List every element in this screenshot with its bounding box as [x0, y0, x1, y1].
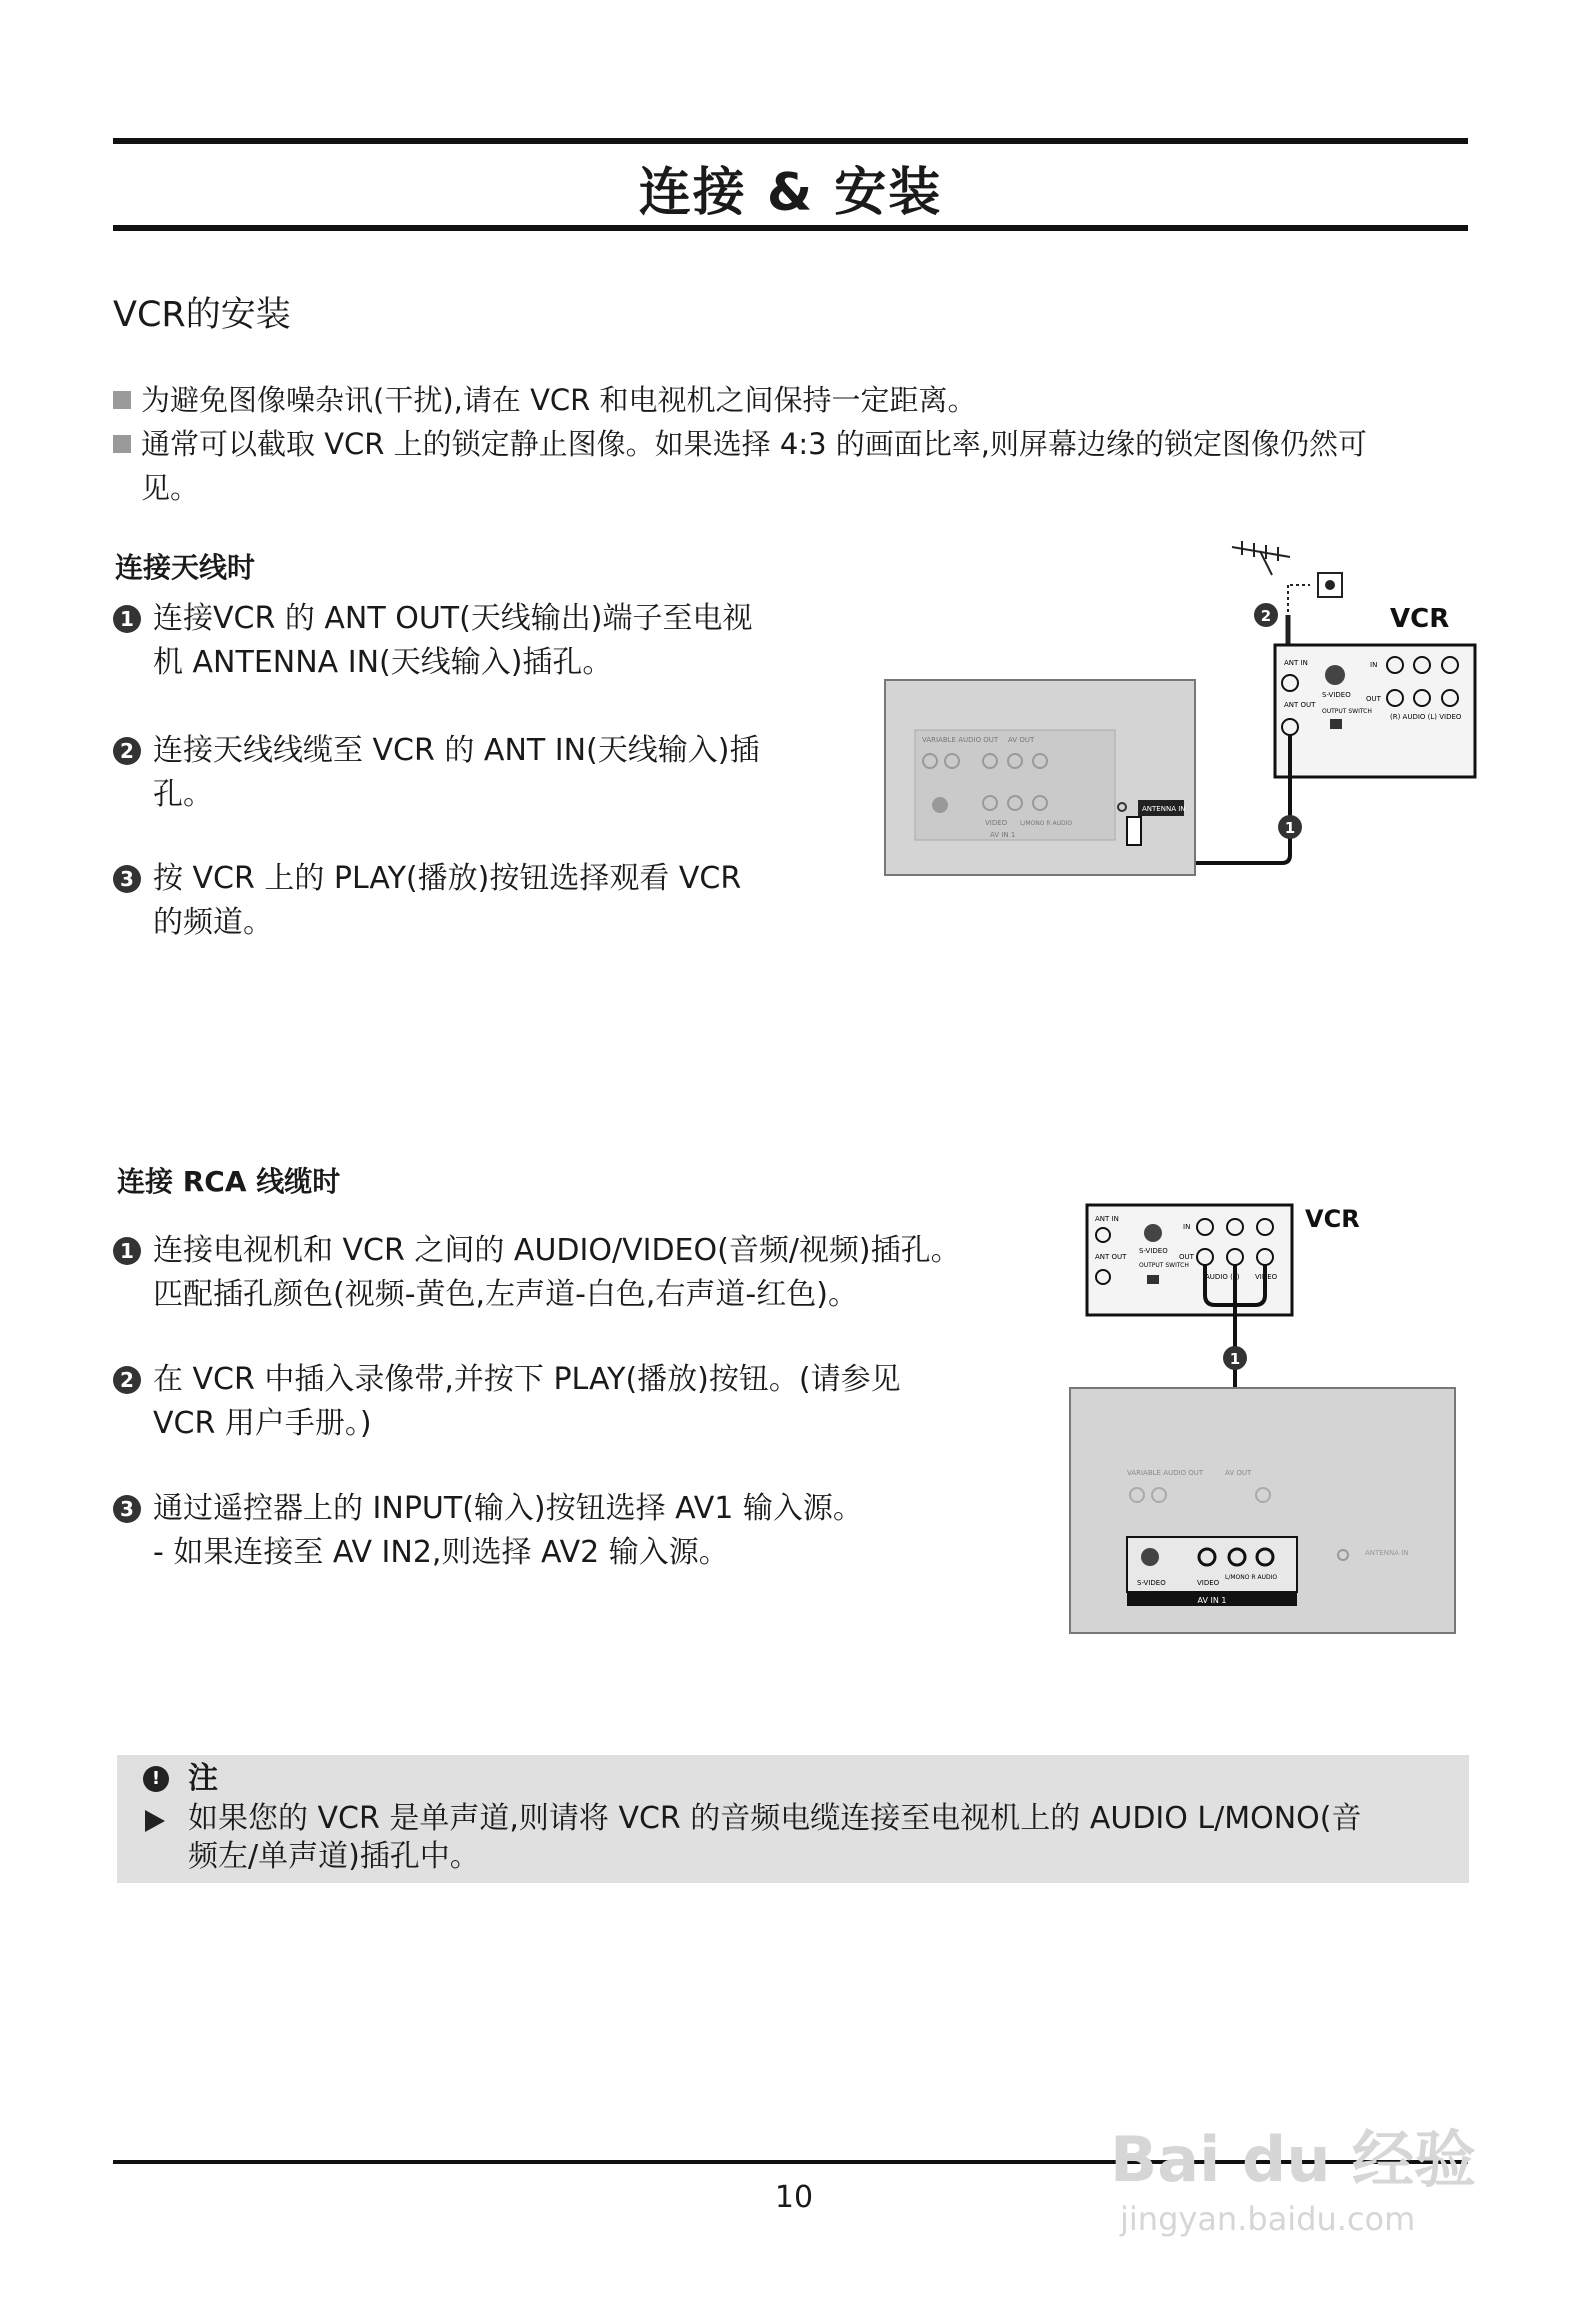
watermark-url: jingyan.baidu.com — [1120, 2200, 1416, 2238]
svg-text:IN: IN — [1370, 661, 1378, 669]
antenna-heading: 连接天线时 — [115, 551, 256, 584]
svg-text:VIDEO: VIDEO — [1255, 1273, 1278, 1281]
step-number-icon: 3 — [113, 865, 141, 893]
svg-text:(R) AUDIO (L) VIDEO: (R) AUDIO (L) VIDEO — [1390, 713, 1462, 721]
square-bullet-icon — [113, 435, 131, 453]
antenna-step-1: 连接VCR 的 ANT OUT(天线输出)端子至电视 机 ANTENNA IN(天线输入)插孔。 — [153, 601, 753, 680]
svg-text:AV IN 1: AV IN 1 — [990, 831, 1016, 839]
svg-text:ANT IN: ANT IN — [1095, 1215, 1119, 1223]
title-underline — [113, 225, 1468, 231]
step-number-icon: 2 — [113, 737, 141, 765]
svg-text:L/MONO R AUDIO: L/MONO R AUDIO — [1020, 820, 1073, 827]
step-number-icon: 3 — [113, 1495, 141, 1523]
svg-text:ANT IN: ANT IN — [1284, 659, 1308, 667]
antenna-step-3: 按 VCR 上的 PLAY(播放)按钮选择观看 VCR 的频道。 — [153, 861, 742, 940]
tv-back-panel — [885, 680, 1195, 875]
antenna-icon — [1232, 541, 1290, 575]
page-number: 10 — [774, 2180, 814, 2215]
warning-icon: ! — [143, 1766, 169, 1792]
svg-text:VARIABLE AUDIO OUT: VARIABLE AUDIO OUT — [922, 736, 999, 744]
step-number-icon: 2 — [113, 1366, 141, 1394]
svg-text:L/MONO R AUDIO: L/MONO R AUDIO — [1225, 1574, 1278, 1581]
svg-text:AV IN 1: AV IN 1 — [1197, 1596, 1227, 1605]
rca-step-3: 通过遥控器上的 INPUT(输入)按钮选择 AV1 输入源。 - 如果连接至 AV IN2,则选择 AV2 输入源。 — [153, 1491, 863, 1570]
step-number-icon: 1 — [113, 1237, 141, 1265]
bullet-2: 通常可以截取 VCR 上的锁定静止图像。如果选择 4:3 的画面比率,则屏幕边缘的锁定图像仍然可 — [113, 422, 1367, 466]
note-title: 注 — [188, 1761, 218, 1796]
page-title: 连接 & 安装 — [638, 163, 943, 223]
triangle-bullet-icon — [145, 1810, 165, 1832]
svg-text:AV OUT: AV OUT — [1008, 736, 1035, 744]
svg-text:S-VIDEO: S-VIDEO — [1322, 691, 1351, 699]
svg-text:2: 2 — [1260, 607, 1272, 625]
antenna-connection-diagram — [870, 535, 1480, 885]
svg-text:OUTPUT SWITCH: OUTPUT SWITCH — [1322, 708, 1372, 715]
rca-connection-diagram — [1065, 1195, 1465, 1645]
watermark-logo: Bai du 经验 — [1110, 2123, 1477, 2196]
svg-text:ANT OUT: ANT OUT — [1284, 701, 1316, 709]
square-bullet-icon — [113, 391, 131, 409]
svg-text:OUT: OUT — [1366, 695, 1381, 703]
top-rule — [113, 138, 1468, 144]
rca-heading: 连接 RCA 线缆时 — [117, 1165, 341, 1198]
svg-text:IN: IN — [1183, 1223, 1191, 1231]
vcr-back-panel — [1087, 1205, 1292, 1315]
svg-text:AV OUT: AV OUT — [1225, 1469, 1252, 1477]
vcr-label: VCR — [1305, 1205, 1360, 1233]
svg-text:OUTPUT SWITCH: OUTPUT SWITCH — [1139, 1262, 1189, 1269]
svg-text:VIDEO: VIDEO — [1197, 1579, 1220, 1587]
svg-text:1: 1 — [1229, 1350, 1241, 1368]
svg-text:VIDEO: VIDEO — [985, 819, 1008, 827]
svg-text:ANT OUT: ANT OUT — [1095, 1253, 1127, 1261]
svg-text:S-VIDEO: S-VIDEO — [1137, 1579, 1166, 1587]
step-number-icon: 1 — [113, 605, 141, 633]
svg-text:VARIABLE AUDIO OUT: VARIABLE AUDIO OUT — [1127, 1469, 1204, 1477]
svg-text:ANTENNA IN: ANTENNA IN — [1142, 805, 1186, 813]
rca-step-2: 在 VCR 中插入录像带,并按下 PLAY(播放)按钮。(请参见 VCR 用户手册。) — [153, 1362, 901, 1441]
svg-text:ANTENNA IN: ANTENNA IN — [1365, 1549, 1409, 1557]
svg-text:AUDIO (L): AUDIO (L) — [1205, 1273, 1240, 1281]
section-title: VCR的安装 — [113, 295, 291, 335]
tv-back-panel — [1070, 1388, 1455, 1633]
svg-text:OUT: OUT — [1179, 1253, 1194, 1261]
rca-step-1: 连接电视机和 VCR 之间的 AUDIO/VIDEO(音频/视频)插孔。 匹配插孔颜色(视频-黄色,左声道-白色,右声道-红色)。 — [153, 1233, 961, 1312]
note-body: 如果您的 VCR 是单声道,则请将 VCR 的音频电缆连接至电视机上的 AUDIO L/MONO(音 频左/单声道)插孔中。 — [188, 1801, 1362, 1874]
bullet-2-cont: 见。 — [141, 471, 200, 505]
svg-text:1: 1 — [1284, 819, 1296, 837]
bullet-1: 为避免图像噪杂讯(干扰),请在 VCR 和电视机之间保持一定距离。 — [113, 378, 977, 422]
vcr-label: VCR — [1390, 604, 1450, 634]
vcr-back-panel — [1275, 645, 1475, 777]
svg-text:S-VIDEO: S-VIDEO — [1139, 1247, 1168, 1255]
antenna-step-2: 连接天线线缆至 VCR 的 ANT IN(天线输入)插 孔。 — [153, 733, 760, 812]
